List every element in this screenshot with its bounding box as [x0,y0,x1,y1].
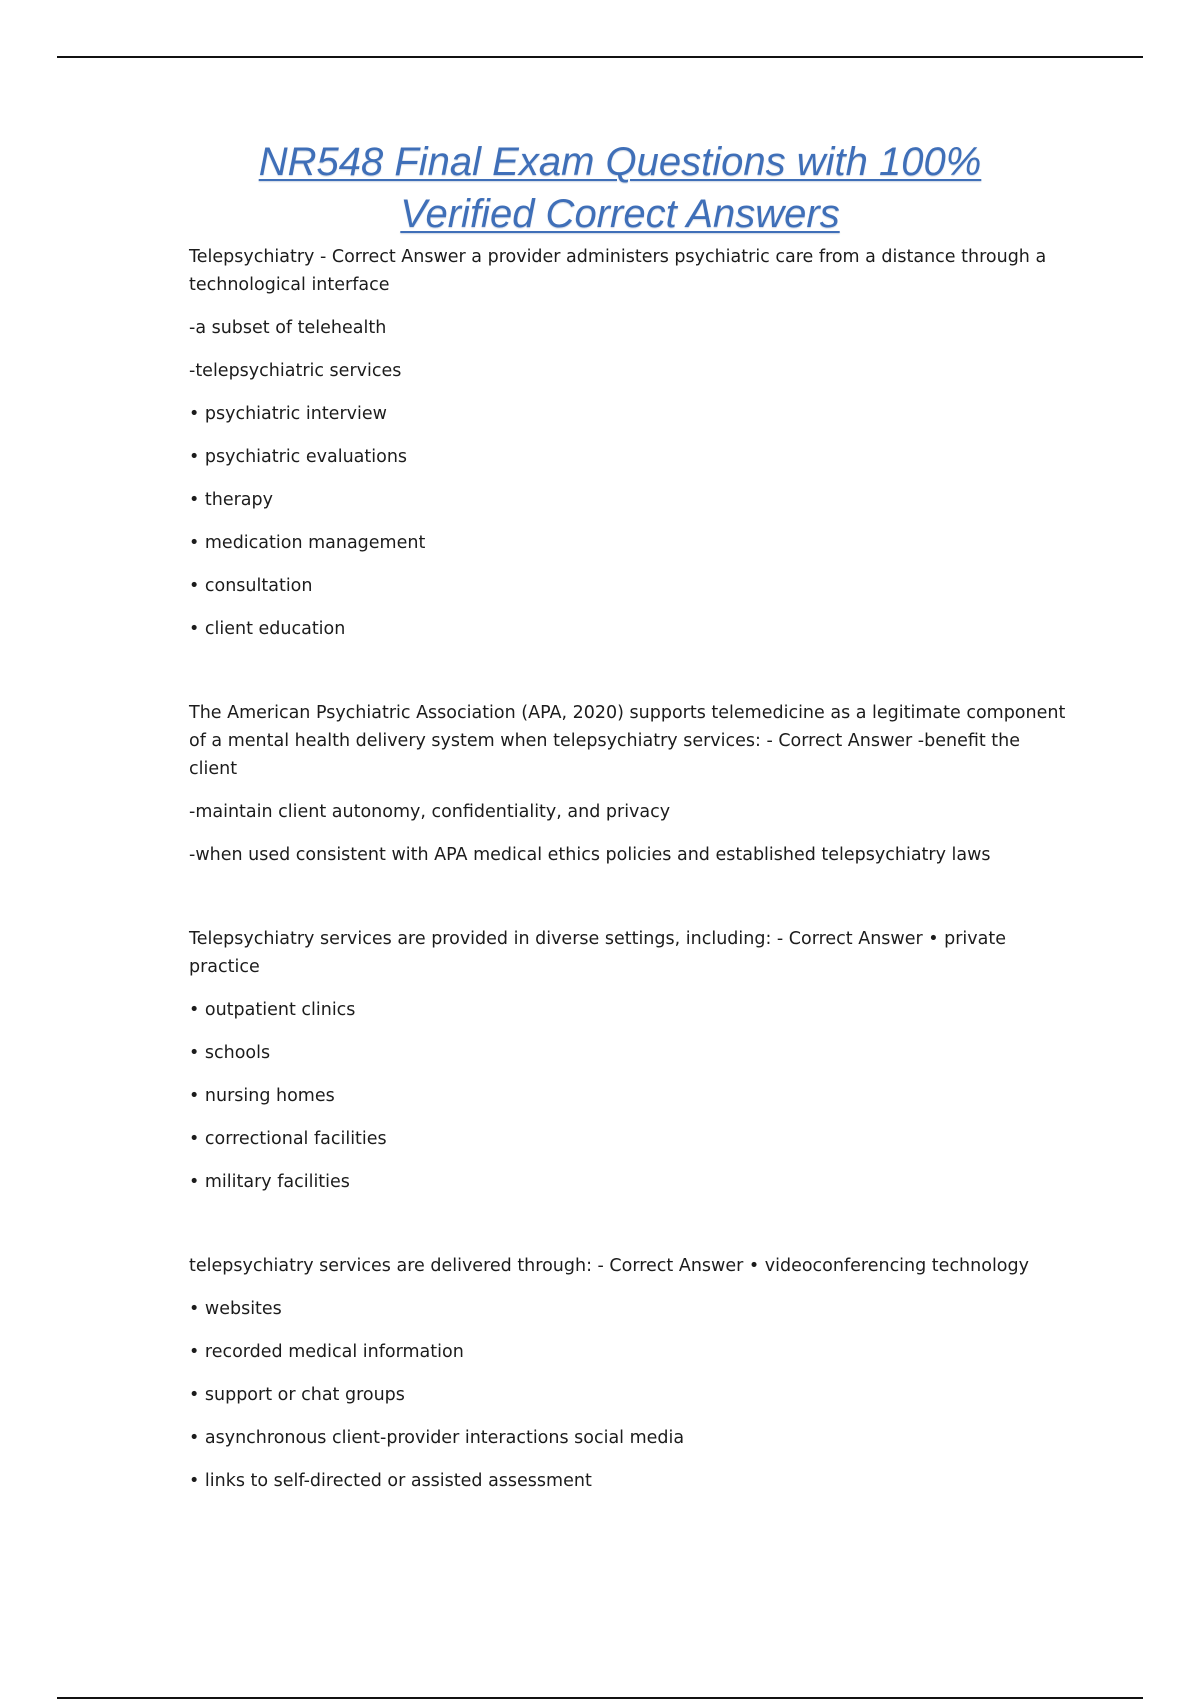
answer-line: • psychiatric evaluations [189,447,408,467]
answer-line: • medication management [189,533,426,553]
qa-block [189,699,1069,869]
answer-line: -a subset of telehealth [189,318,387,338]
answer-line: • websites [189,1299,282,1319]
answer-line: • client education [189,619,346,639]
question-text: The American Psychiatric Association (APA, 2020) supports telemedicine as a legitimate component of a mental health delivery system when telepsychiatry services: - Correct Answer -benefit the client [189,703,1066,779]
question-text: Telepsychiatry services are provided in diverse settings, including: - Correct Answer • private practice [189,929,1006,977]
title-line-1: NR548 Final Exam Questions with 100% [258,140,982,184]
answer-line: • psychiatric interview [189,404,387,424]
answer-line: • military facilities [189,1172,350,1192]
question-text: telepsychiatry services are delivered through: - Correct Answer • videoconferencing technology [189,1256,1029,1276]
answer-line: • correctional facilities [189,1129,387,1149]
qa-block [189,1252,1069,1495]
answer-line: • outpatient clinics [189,1000,356,1020]
answer-line: • links to self-directed or assisted assessment [189,1471,592,1491]
qa-block [189,243,1069,643]
document-title [190,136,1050,240]
answer-line: • nursing homes [189,1086,335,1106]
top-rule [57,56,1143,58]
qa-block [189,925,1069,1196]
answer-line: -telepsychiatric services [189,361,402,381]
answer-line: • therapy [189,490,273,510]
answer-line: -maintain client autonomy, confidentiality, and privacy [189,802,671,822]
bottom-rule [57,1697,1143,1699]
question-text: Telepsychiatry - Correct Answer a provider administers psychiatric care from a distance through a technological interface [189,247,1047,295]
document-body [189,243,1069,1495]
answer-line: • recorded medical information [189,1342,464,1362]
answer-line: • asynchronous client-provider interactions social media [189,1428,685,1448]
title-line-2: Verified Correct Answers [400,192,840,236]
answer-line: • schools [189,1043,271,1063]
answer-line: • consultation [189,576,313,596]
answer-line: -when used consistent with APA medical ethics policies and established telepsychiatry laws [189,845,991,865]
answer-line: • support or chat groups [189,1385,405,1405]
